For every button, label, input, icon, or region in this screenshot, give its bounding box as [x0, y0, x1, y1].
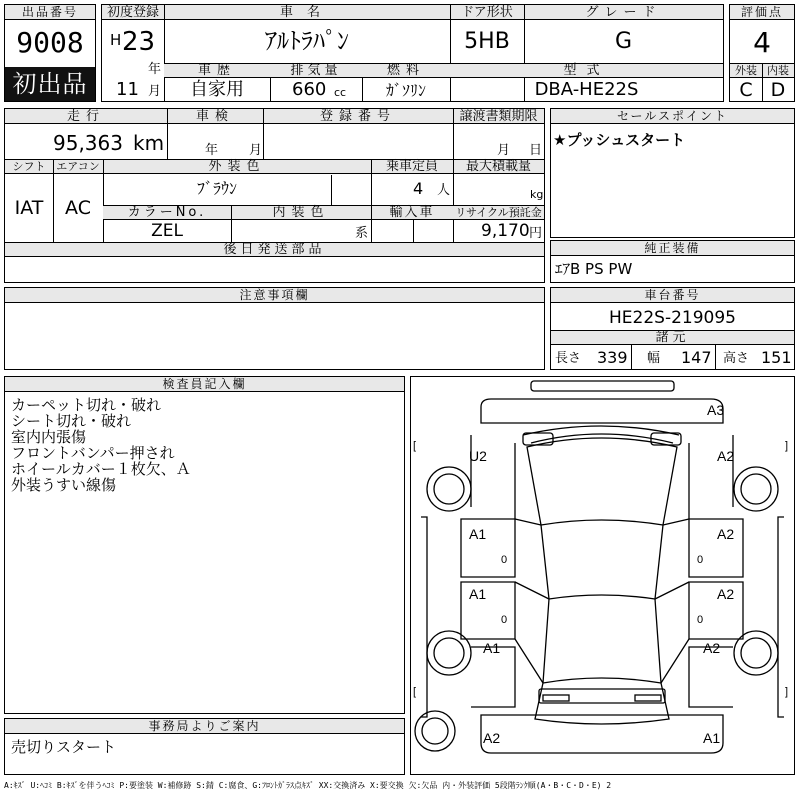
- mark-left-front-fender: A1: [483, 640, 501, 656]
- mark-rear-right-quarter: A2: [717, 448, 735, 464]
- interior-score: D: [770, 79, 786, 101]
- width: 147: [681, 348, 712, 367]
- capacity-label: 乗車定員: [385, 159, 438, 174]
- recycle-label: リサイクル預託金: [455, 206, 542, 219]
- shift: IAT: [14, 197, 44, 219]
- max-load-label: 最大積載量: [465, 159, 531, 174]
- mark-right-rear-door: A2: [717, 526, 735, 542]
- first-listing-badge: 初出品: [5, 67, 95, 101]
- bracket-right-front: ]: [785, 686, 789, 698]
- displacement-label: 排気量: [290, 63, 342, 78]
- mark-front-bumper-left: A2: [483, 730, 501, 746]
- length: 339: [597, 348, 628, 367]
- mark-right-front-door: A2: [717, 586, 735, 602]
- mark-rear-bumper: A3: [707, 402, 725, 418]
- mileage-label: 走行: [66, 109, 105, 124]
- transfer-label: 譲渡書類期限: [459, 109, 538, 124]
- inspection-label: 車検: [195, 109, 234, 124]
- model: DBA-HE22S: [534, 79, 639, 100]
- later-parts-label: 後日発送部品: [223, 242, 326, 257]
- door: 5HB: [464, 29, 510, 54]
- transfer-day-unit: 日: [529, 143, 543, 158]
- ext-color: ﾌﾞﾗｳﾝ: [196, 179, 237, 198]
- bracket-right-rear: ]: [785, 440, 789, 452]
- score-label: 評価点: [730, 5, 794, 20]
- dims-label: 諸元: [655, 330, 690, 345]
- car-outline: [411, 377, 794, 774]
- inspector-notes: [11, 397, 191, 493]
- mark-rear-left-wheel: U2: [469, 448, 487, 464]
- int-color-label: 内装色: [272, 205, 330, 220]
- recycle-unit: 円: [529, 226, 543, 241]
- inspector-box: [4, 376, 405, 714]
- color-no-label: カラーNo.: [127, 205, 207, 220]
- office-label: 事務局よりご案内: [5, 719, 404, 734]
- chassis-label: 車台番号: [551, 288, 794, 303]
- color-no: ZEL: [151, 221, 183, 241]
- ac-label: エアコン: [56, 160, 100, 173]
- month-unit: 月: [148, 84, 162, 99]
- info-block: [4, 108, 545, 283]
- office-box: [4, 718, 405, 775]
- fuel-label: 燃料: [386, 63, 425, 78]
- height-label: 高さ: [723, 351, 750, 366]
- first-reg-label: 初度登録: [106, 5, 159, 20]
- office-text: 売切りスタート: [11, 738, 117, 756]
- lot-number: 9008: [16, 26, 84, 59]
- history-label: 車歴: [197, 63, 236, 78]
- car-name: ｱﾙﾄﾗﾊﾟﾝ: [265, 27, 349, 55]
- notes-label: 注意事項欄: [5, 288, 544, 303]
- inspector-line: フロントバンパー押され: [11, 444, 175, 462]
- displacement: 660: [292, 79, 327, 100]
- month: 11: [116, 79, 139, 100]
- lot-label: 出品番号: [5, 5, 95, 20]
- grade: G: [614, 29, 633, 54]
- year: 23: [122, 27, 156, 57]
- score: 4: [753, 26, 771, 59]
- recycle: 9,170: [481, 221, 530, 241]
- car-name-label: 車名: [279, 5, 334, 20]
- equipment-box: [550, 240, 795, 283]
- transfer-month-unit: 月: [497, 143, 511, 158]
- sales-point-text: ★プッシュスタート: [553, 131, 686, 149]
- damage-diagram: [410, 376, 795, 775]
- int-color-unit: 系: [355, 226, 369, 241]
- mark-right-front-fender: A2: [703, 640, 721, 656]
- shift-label: シフト: [12, 160, 46, 173]
- mileage-unit: km: [133, 131, 165, 155]
- notes-box: [4, 287, 545, 370]
- score-box: [729, 4, 795, 102]
- fuel: ｶﾞｿﾘﾝ: [385, 81, 426, 100]
- max-load-unit: kg: [530, 188, 544, 201]
- chassis-number: HE22S-219095: [609, 308, 736, 328]
- exterior-score-label: 外装: [735, 64, 757, 77]
- sales-point-label: セールスポイント: [551, 109, 794, 124]
- ext-color-label: 外装色: [208, 159, 266, 174]
- inspector-line: ホイールカバー１枚欠、Ａ: [11, 460, 191, 478]
- year-unit: 年: [148, 62, 162, 77]
- mark-left-front-door: A1: [469, 586, 487, 602]
- model-label: 型式: [563, 63, 610, 78]
- displacement-unit: cc: [334, 86, 347, 99]
- history: 自家用: [190, 79, 244, 100]
- legend: A:ｷｽﾞ U:ﾍｺﾐ B:ｷｽﾞを伴うﾍｺﾐ P:要塗装 W:補修跡 S:錆 C:腐食、G:ﾌﾛﾝﾄｶﾞﾗｽ点ｷｽﾞ XX:交換済み X:要交換 欠:欠品 内・外装評価 5段階ﾗﾝｸ順(A・B・C・D・E) 2: [4, 781, 612, 790]
- zero-left-front: 0: [501, 614, 508, 626]
- sales-point-box: [550, 108, 795, 238]
- inspector-line: 室内内張傷: [11, 428, 87, 446]
- bracket-left-front: [: [413, 686, 417, 698]
- bracket-left-rear: [: [413, 440, 417, 452]
- inspector-line: カーペット切れ・破れ: [11, 396, 162, 414]
- vehicle-header: [101, 4, 724, 102]
- chassis-box: [550, 287, 795, 370]
- capacity: 4: [413, 179, 424, 198]
- zero-left-rear: 0: [501, 554, 508, 566]
- reg-number-label: 登録番号: [319, 109, 396, 124]
- mark-front-bumper-right: A1: [703, 730, 721, 746]
- era: H: [110, 31, 122, 49]
- equipment-label: 純正装備: [551, 241, 794, 256]
- inspector-line: 外装うすい線傷: [11, 476, 117, 494]
- inspector-label: 検査員記入欄: [5, 377, 404, 392]
- interior-score-label: 内装: [767, 64, 789, 77]
- door-label: ドア形状: [461, 5, 513, 20]
- capacity-unit: 人: [437, 183, 451, 198]
- mark-left-rear-door: A1: [469, 526, 487, 542]
- length-label: 長さ: [555, 351, 582, 366]
- import-label: 輸入車: [389, 205, 435, 220]
- height: 151: [761, 348, 792, 367]
- zero-right-front: 0: [697, 614, 704, 626]
- inspection-month-unit: 月: [249, 143, 263, 158]
- equipment-text: ｴｱB PS PW: [555, 260, 633, 278]
- width-label: 幅: [647, 351, 661, 366]
- grade-label: グレード: [585, 5, 662, 20]
- lot-box: [4, 4, 96, 102]
- exterior-score: C: [739, 79, 753, 101]
- inspector-line: シート切れ・破れ: [11, 412, 132, 430]
- mileage: 95,363: [53, 131, 123, 155]
- zero-right-rear: 0: [697, 554, 704, 566]
- inspection-year-unit: 年: [205, 143, 219, 158]
- ac: AC: [65, 197, 91, 219]
